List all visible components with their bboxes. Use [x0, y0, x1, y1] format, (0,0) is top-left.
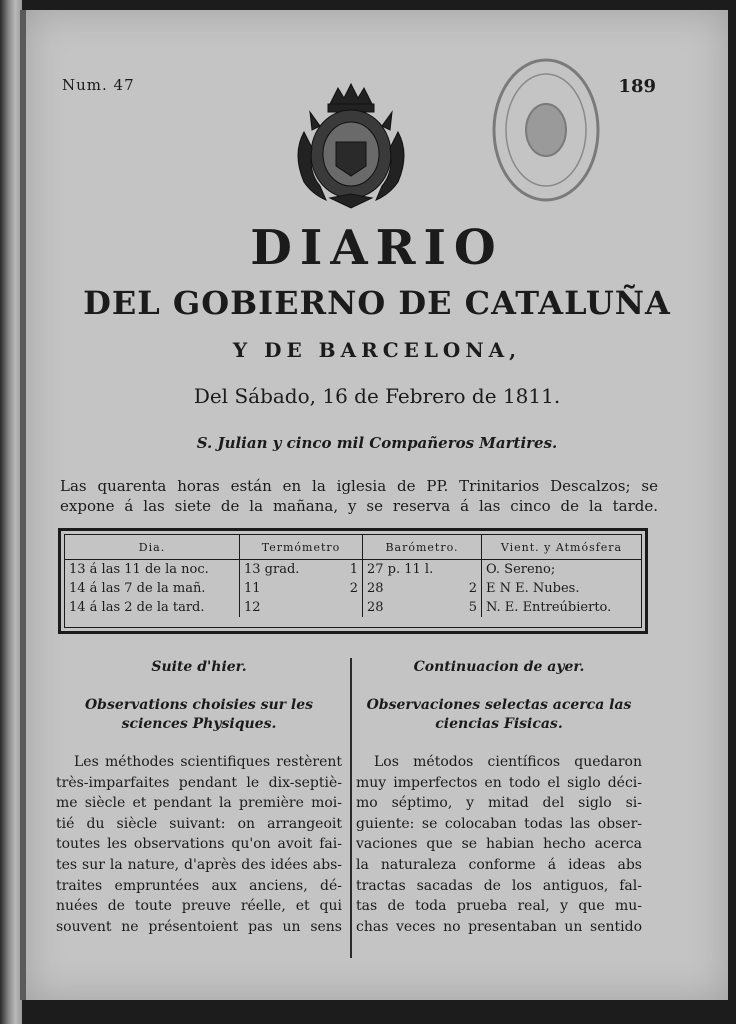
column-subheading: Observations choisies sur les sciences Physiques.	[84, 697, 314, 732]
cell-term: 11	[244, 581, 261, 596]
text-line: vaciones que se habian hecho acerca	[356, 836, 642, 853]
cell-baro-frac: 5	[468, 600, 477, 615]
cell-viento: N. E. Entreúbierto.	[486, 600, 612, 615]
text-line: tractas sacadas de los antiguos, fal-	[356, 877, 642, 894]
text-line: tes sur la nature, d'après des idées abs-	[56, 856, 342, 873]
book-spine	[0, 0, 22, 1024]
cell-baro: 27 p. 11 l.	[367, 562, 434, 577]
issue-date: Del Sábado, 16 de Febrero de 1811.	[193, 384, 561, 408]
text-line: traites empruntées aux anciens, dé-	[56, 877, 342, 894]
text-line: souvent ne présentoient pas un sens	[56, 918, 342, 935]
notice-line: Las quarenta horas están en la iglesia de PP. Trinitarios Descalzos; se	[60, 477, 658, 495]
text-line: Los métodos científicos quedaron	[374, 754, 642, 770]
cell-term: 13 grad.	[244, 562, 300, 577]
text-line: muy imperfectos en todo el siglo déci-	[356, 774, 642, 791]
cell-term-frac: 1	[349, 562, 358, 577]
cell-baro-frac: 2	[468, 581, 477, 596]
cell-term: 12	[244, 600, 261, 615]
spanish-column	[356, 652, 642, 937]
cell-dia: 13 á las 11 de la noc.	[65, 560, 240, 580]
page-number: 189	[618, 76, 656, 97]
cell-baro: 28	[367, 600, 384, 615]
text-line: chas veces no presentaban un sentido	[356, 918, 642, 935]
text-line: guiente: se colocaban todas las obser-	[356, 815, 642, 832]
text-line: Les méthodes scientifiques restèrent	[74, 754, 342, 770]
cell-dia: 14 á las 7 de la mañ.	[65, 579, 240, 598]
cell-term-frac: 2	[349, 581, 358, 596]
newspaper-page	[26, 10, 728, 1000]
text-line: me siècle et pendant la première moi-	[56, 795, 342, 812]
table-row	[65, 579, 641, 598]
cell-baro: 28	[367, 581, 384, 596]
text-line: mo séptimo, y mitad del siglo si-	[356, 795, 642, 812]
newspaper-subtitle-city: Y DE BARCELONA,	[232, 338, 522, 362]
text-line: tié du siècle suivant: on arrangeoit	[56, 815, 342, 832]
newspaper-title: DIARIO	[250, 220, 504, 276]
cell-viento: E N E. Nubes.	[486, 581, 580, 596]
weather-table	[58, 528, 648, 634]
header-dia: Dia.	[65, 535, 240, 560]
header-barometro: Barómetro.	[363, 535, 482, 560]
column-heading: Continuacion de ayer.	[413, 659, 585, 675]
text-line: très-imparfaites pendant le dix-septiè-	[56, 774, 342, 791]
weather-header-row	[65, 535, 641, 560]
column-divider	[350, 658, 352, 958]
table-row	[65, 560, 641, 580]
column-heading: Suite d'hier.	[151, 659, 247, 675]
cell-viento: O. Sereno;	[486, 562, 556, 577]
text-line: nuées de toute preuve réelle, et qui	[56, 898, 342, 915]
header-termometro: Termómetro	[240, 535, 363, 560]
newspaper-subtitle: DEL GOBIERNO DE CATALUÑA	[83, 284, 671, 322]
notice-line: expone á las siete de la mañana, y se reserva á las cinco de la tarde.	[60, 497, 658, 515]
religious-notice	[60, 476, 658, 516]
saints-of-day: S. Julian y cinco mil Compañeros Martires.	[196, 434, 558, 452]
text-line: toutes les observations qu'on avoit fai-	[56, 836, 342, 853]
column-subheading: Observaciones selectas acerca las ciencias Fisicas.	[366, 697, 632, 732]
header-viento: Vient. y Atmósfera	[482, 535, 642, 560]
text-line: la naturaleza conforme á ideas abs	[356, 856, 642, 873]
text-line: tas de toda prueba real, y que mu-	[356, 898, 642, 915]
cell-dia: 14 á las 2 de la tard.	[65, 598, 240, 617]
royal-crest-icon	[290, 82, 412, 210]
issue-number: Num. 47	[62, 76, 135, 94]
library-stamp	[490, 56, 602, 204]
french-column	[56, 652, 342, 937]
table-row	[65, 598, 641, 617]
